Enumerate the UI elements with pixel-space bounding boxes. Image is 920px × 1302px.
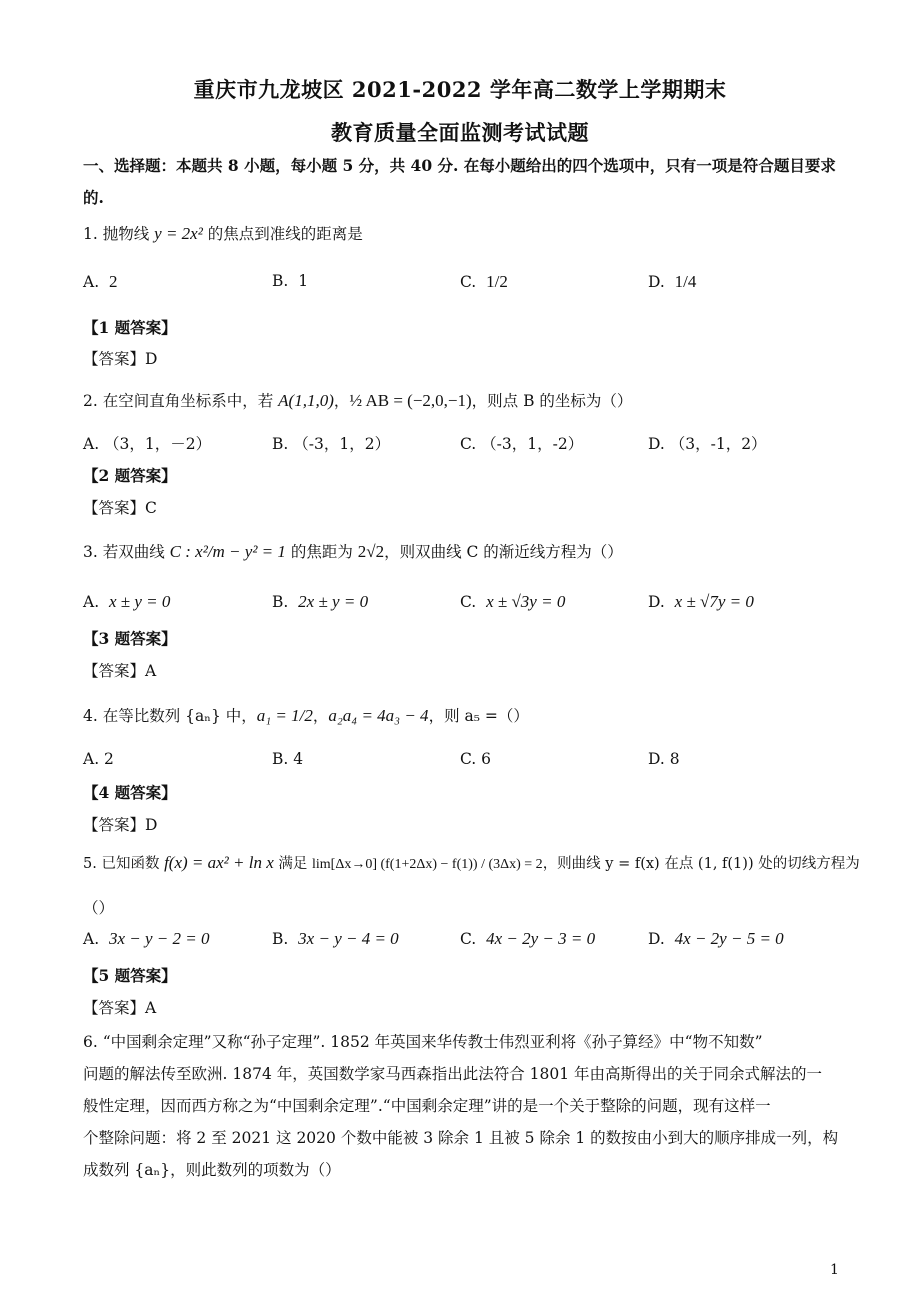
q4-answer-heading: 【4 题答案】 <box>83 783 177 802</box>
section-intro: 一、选择题：本题共 8 小题，每小题 5 分，共 40 分. 在每小题给出的四个选项中，只有一项是符合题目要求的. <box>83 156 836 207</box>
q1-answer: 【答案】D <box>83 350 158 368</box>
q3-answer-heading: 【3 题答案】 <box>83 629 177 648</box>
q4-option-a: A. 2 <box>83 750 114 768</box>
q2-option-a: A. （3，1，－2） <box>83 435 212 453</box>
question-5-continued: （） <box>83 899 115 917</box>
title-line-2: 教育质量全面监测考试试题 <box>331 120 589 145</box>
question-6-line-3: 般性定理，因而西方称之为“中国剩余定理”.“中国剩余定理”讲的是一个关于整除的问题，现有这样一 <box>83 1097 771 1115</box>
q3-answer: 【答案】A <box>83 662 157 680</box>
q3-option-d: D. x ± √7y = 0 <box>648 592 754 611</box>
q5-option-c: C. 4x − 2y − 3 = 0 <box>460 929 596 948</box>
q1-option-d: D. 1/4 <box>648 272 697 291</box>
question-6-line-4: 个整除问题：将 2 至 2021 这 2020 个数中能被 3 除余 1 且被 5 除余 1 的数按由小到大的顺序排成一列，构 <box>83 1129 839 1147</box>
title-line-1: 重庆市九龙坡区 2021-2022 学年高二数学上学期期末 <box>193 77 727 102</box>
q4-option-d: D. 8 <box>648 750 680 768</box>
q3-hyperbola-expression: C : x²/m − y² = 1 <box>169 542 286 561</box>
q2-answer: 【答案】C <box>83 499 157 517</box>
page-number: 1 <box>830 1262 839 1278</box>
question-3: 3. 若双曲线 C : x²/m − y² = 1 的焦距为 2√2，则双曲线 C 的渐近线方程为（） <box>83 542 623 561</box>
question-2: 2. 在空间直角坐标系中，若 A(1,1,0)，½ AB = (−2,0,−1)，则点 B 的坐标为（） <box>83 391 633 410</box>
question-6-line-5: 成数列 {aₙ}，则此数列的项数为（） <box>83 1161 341 1179</box>
q1-expression: y = 2x² <box>154 224 203 243</box>
q1-option-c: C. 1/2 <box>460 272 508 291</box>
q3-option-c: C. x ± √3y = 0 <box>460 592 566 611</box>
q4-option-c: C. 6 <box>460 750 492 768</box>
q3-option-b: B. 2x ± y = 0 <box>272 592 369 611</box>
q2-option-c: C. （-3，1，-2） <box>460 435 584 453</box>
q2-option-d: D. （3，-1，2） <box>648 435 767 453</box>
question-5: 5. 已知函数 f(x) = ax² + ln x 满足 lim[Δx→0] (f(1+2Δx) − f(1)) / (3Δx) = 2，则曲线 y = f(x) 在点 (1, f(1)) 处的切线方程为 <box>83 853 860 872</box>
question-6-line-1: 6. “中国剩余定理”又称“孙子定理”. 1852 年英国来华传教士伟烈亚利将《孙子算经》中“物不知数” <box>83 1033 763 1051</box>
q1-answer-heading: 【1 题答案】 <box>83 318 177 337</box>
q3-option-a: A. x ± y = 0 <box>83 592 171 611</box>
q2-vector-expression: ½ AB = (−2,0,−1) <box>349 391 472 410</box>
q5-option-a: A. 3x − y − 2 = 0 <box>83 929 210 948</box>
q5-limit-expression: lim[Δx→0] (f(1+2Δx) − f(1)) / (3Δx) = 2 <box>311 857 543 872</box>
q5-answer: 【答案】A <box>83 999 157 1017</box>
q5-option-b: B. 3x − y − 4 = 0 <box>272 929 399 948</box>
q5-answer-heading: 【5 题答案】 <box>83 966 177 985</box>
q1-option-b: B. 1 <box>272 272 309 290</box>
q1-option-a: A. 2 <box>83 272 118 291</box>
q5-option-d: D. 4x − 2y − 5 = 0 <box>648 929 784 948</box>
question-4: 4. 在等比数列 {aₙ} 中，a₁ = 1/2，a₂a₄ = 4a₃ − 4，则 a₅ =（） <box>83 706 529 725</box>
question-6-line-2: 问题的解法传至欧洲. 1874 年，英国数学家马西森指出此法符合 1801 年由高斯得出的关于同余式解法的一 <box>83 1065 823 1083</box>
q4-answer: 【答案】D <box>83 816 158 834</box>
question-1: 1. 抛物线 y = 2x² 的焦点到准线的距离是 <box>83 224 363 243</box>
q4-option-b: B. 4 <box>272 750 304 768</box>
q2-answer-heading: 【2 题答案】 <box>83 466 177 485</box>
q2-option-b: B. （-3，1，2） <box>272 435 391 453</box>
